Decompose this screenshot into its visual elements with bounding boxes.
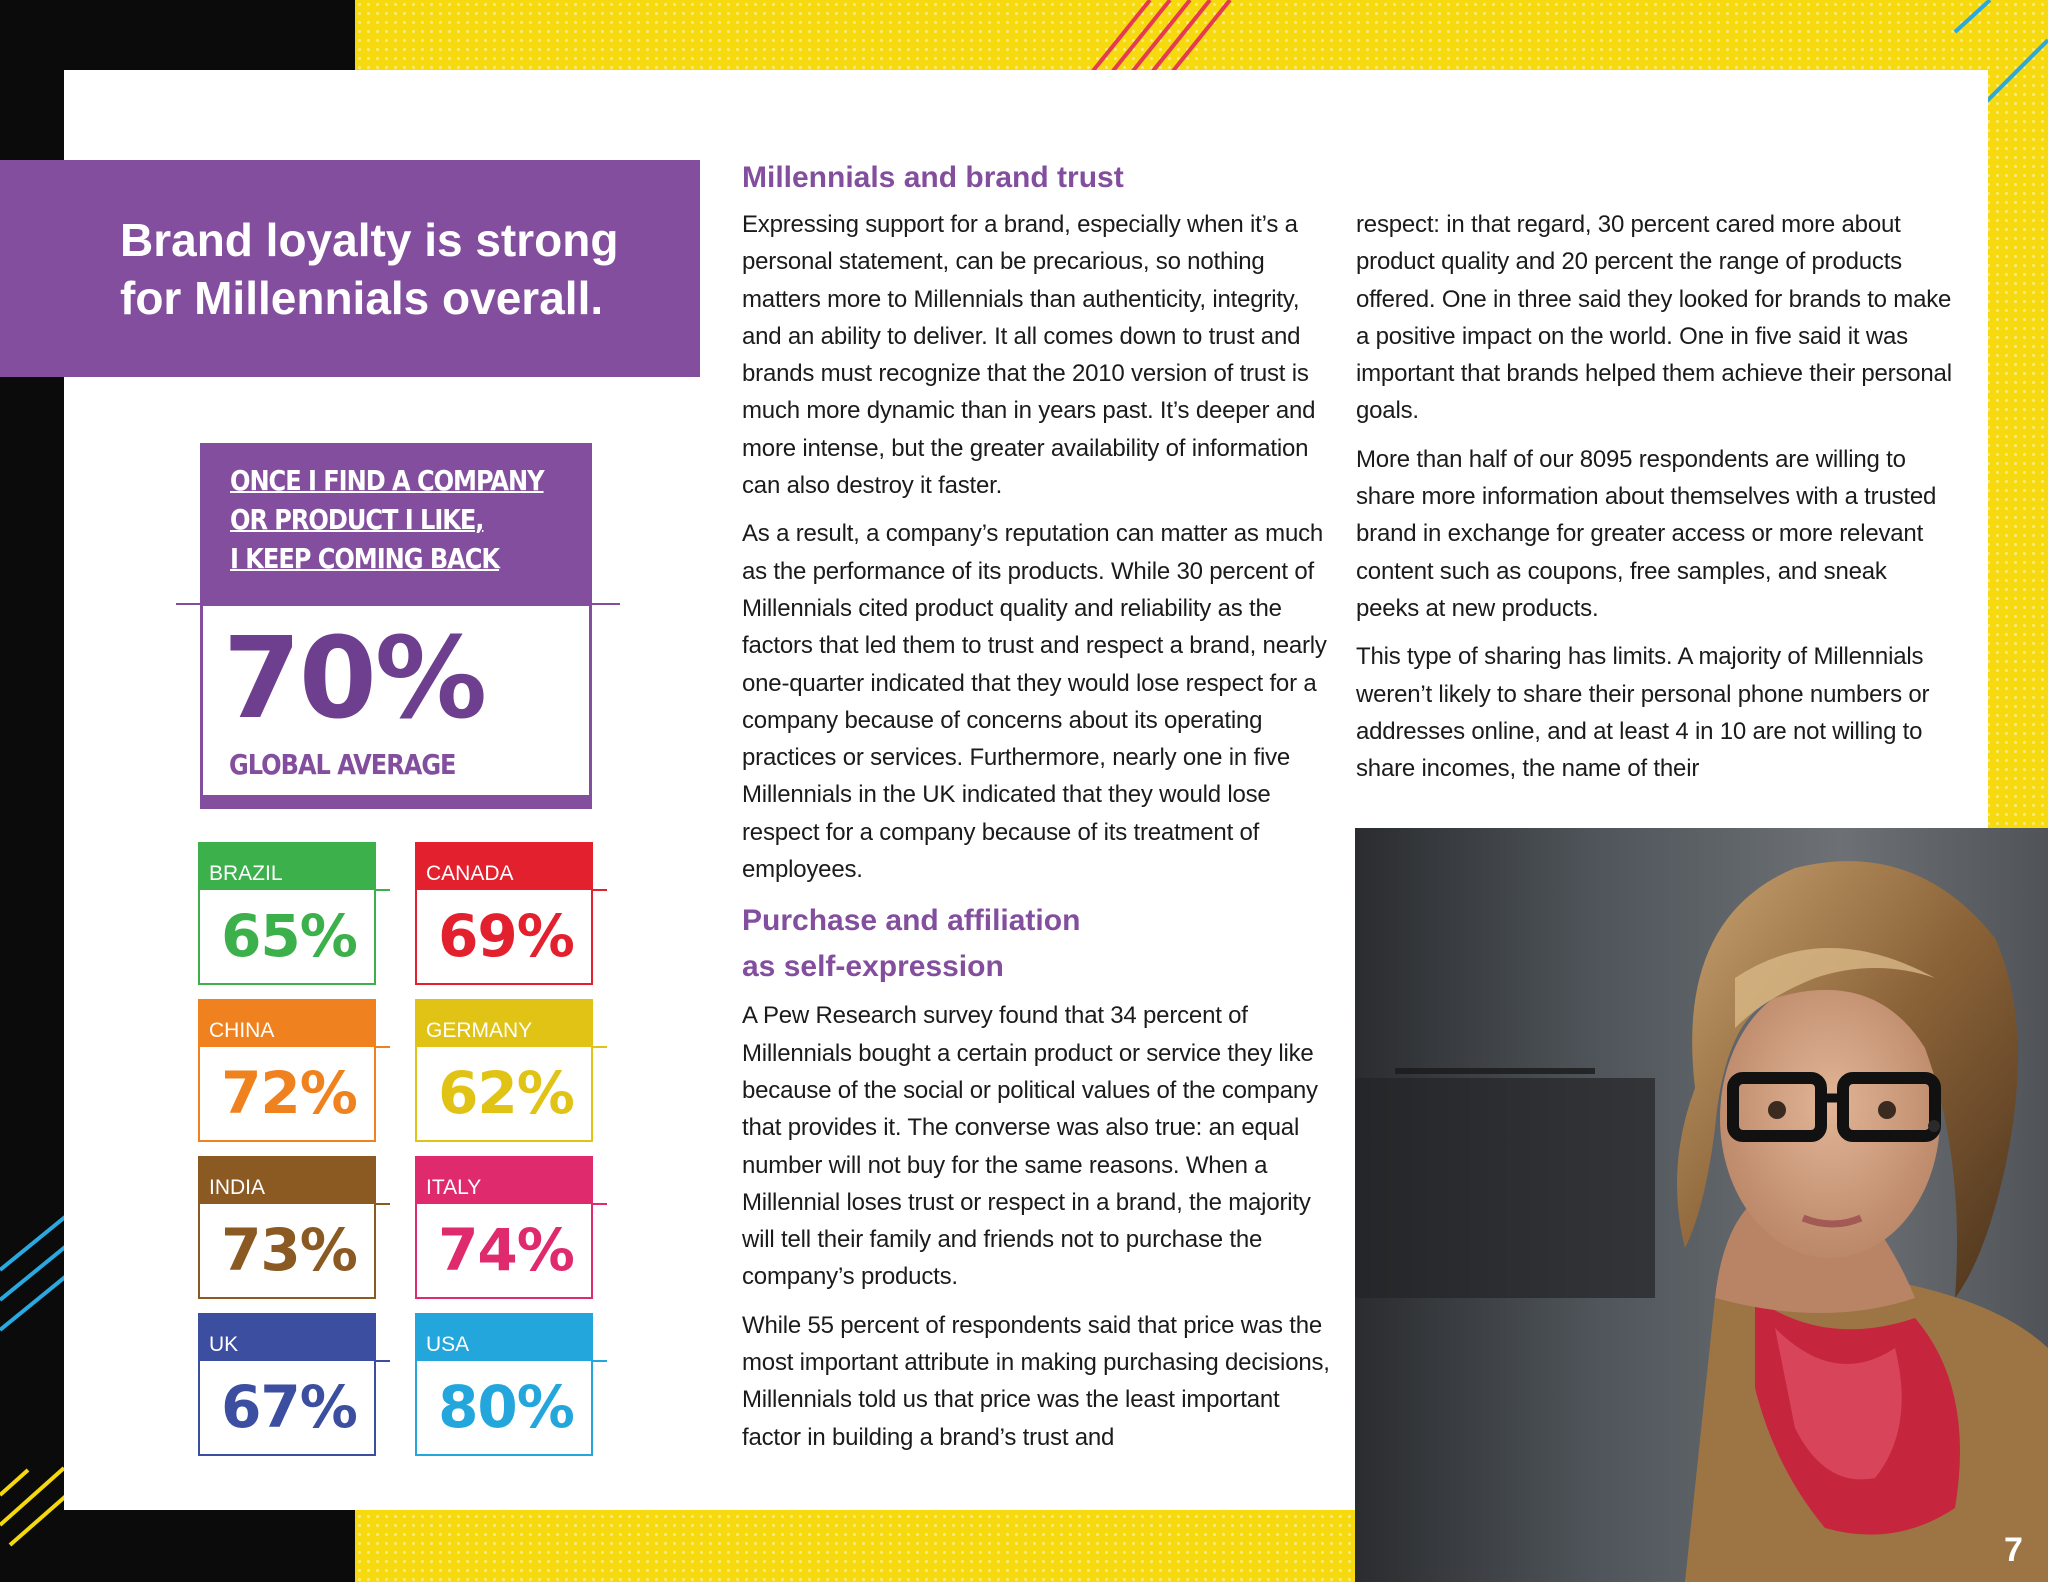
paragraph-5: respect: in that regard, 30 percent cared more about product quality and 20 percent the range of products offered. One in three said they looked for brands to make a positive impact on the world. One in five said it was important that brands helped them achieve their personal goals. [1356,211,1952,425]
country-name: CHINA [198,999,376,1047]
country-value: 65% [221,902,357,970]
global-average-value: 70% [223,614,486,744]
headline-banner [0,160,700,377]
headline [120,211,660,327]
country-value-box [415,1047,593,1142]
paragraph-1: Expressing support for a brand, especially when it’s a personal statement, can be precarious, so nothing matters more to Millennials than authenticity, integrity, and an ability to deliver. It all comes down to trust and brands must recognize that the 2010 version of trust is much more dynamic than in years past. It’s deeper and more intense, but the greater availability of information can also destroy it faster. [742,211,1316,500]
country-card-india [198,1156,376,1299]
section-heading-brand-trust: Millennials and brand trust [742,161,1124,194]
country-value: 67% [221,1373,357,1441]
country-value: 62% [438,1059,574,1127]
article-column-1 [742,156,1332,1467]
country-value-box [198,1047,376,1142]
paragraph-3: A Pew Research survey found that 34 percent of Millennials bought a certain product or service they like because of the social or political values of the company that provides it. The converse was also true: an equal number will not buy for the same reasons. When a Millennial loses trust or respect in a brand, the majority will tell their family and friends not to purchase the company’s products. [742,1002,1318,1291]
section-heading-purchase-line-2: as self-expression [742,950,1004,984]
country-value: 69% [438,902,574,970]
country-value-box [415,1361,593,1456]
country-value: 74% [438,1216,574,1284]
stat-question-header [200,443,592,606]
section-heading-purchase-line-1: Purchase and affiliation [742,904,1081,938]
country-name: ITALY [415,1156,593,1204]
country-value-box [198,890,376,985]
paragraph-2: As a result, a company’s reputation can matter as much as the performance of its products. While 30 percent of Millennials cited product quality and reliability as the factors that led them to trust and respect a brand, nearly one-quarter indicated that they would lose respect for a company because of concerns about its operating practices or services. Furthermore, nearly one in five Millennials in the UK indicated that they would lose respect for a company because of its treatment of employees. [742,520,1327,884]
country-name: INDIA [198,1156,376,1204]
country-value: 73% [221,1216,357,1284]
stat-question-line-2: OR PRODUCT I LIKE, [230,503,484,536]
country-card-italy [415,1156,593,1299]
article-column-2 [1356,206,1956,798]
stat-question-line-3: I KEEP COMING BACK [230,542,500,575]
portrait-photo [1355,828,2048,1582]
paragraph-4: While 55 percent of respondents said that price was the most important attribute in making purchasing decisions, Millennials told us that price was the least important factor in building a brand’s trust and [742,1311,1330,1451]
country-value: 80% [438,1373,574,1441]
stat-question-line-1: ONCE I FIND A COMPANY [230,464,544,497]
country-card-germany [415,999,593,1142]
global-average-stat [200,443,592,809]
global-average-label: GLOBAL AVERAGE [229,748,456,781]
country-name: GERMANY [415,999,593,1047]
country-name: UK [198,1313,376,1361]
paragraph-6: More than half of our 8095 respondents are willing to share more information about themselves with a trusted brand in exchange for greater access or more relevant content such as coupons, free samples, and sneak peeks at new products. [1356,445,1937,622]
stat-bottom-bar [200,795,592,809]
headline-line-1: Brand loyalty is strong [120,213,619,266]
country-name: USA [415,1313,593,1361]
portrait-illustration [1355,828,2048,1582]
page-number: 7 [2004,1531,2023,1569]
country-name: BRAZIL [198,842,376,890]
country-value-box [415,1204,593,1299]
paragraph-7: This type of sharing has limits. A majority of Millennials weren’t likely to share their personal phone numbers or addresses online, and at least 4 in 10 are not willing to share incomes, the name of their [1356,643,1930,783]
country-value: 72% [221,1059,357,1127]
country-value-box [198,1204,376,1299]
headline-line-2: for Millennials overall. [120,271,604,324]
country-card-brazil [198,842,376,985]
country-name: CANADA [415,842,593,890]
country-card-canada [415,842,593,985]
country-card-uk [198,1313,376,1456]
country-value-box [198,1361,376,1456]
country-card-china [198,999,376,1142]
country-card-usa [415,1313,593,1456]
country-value-box [415,890,593,985]
